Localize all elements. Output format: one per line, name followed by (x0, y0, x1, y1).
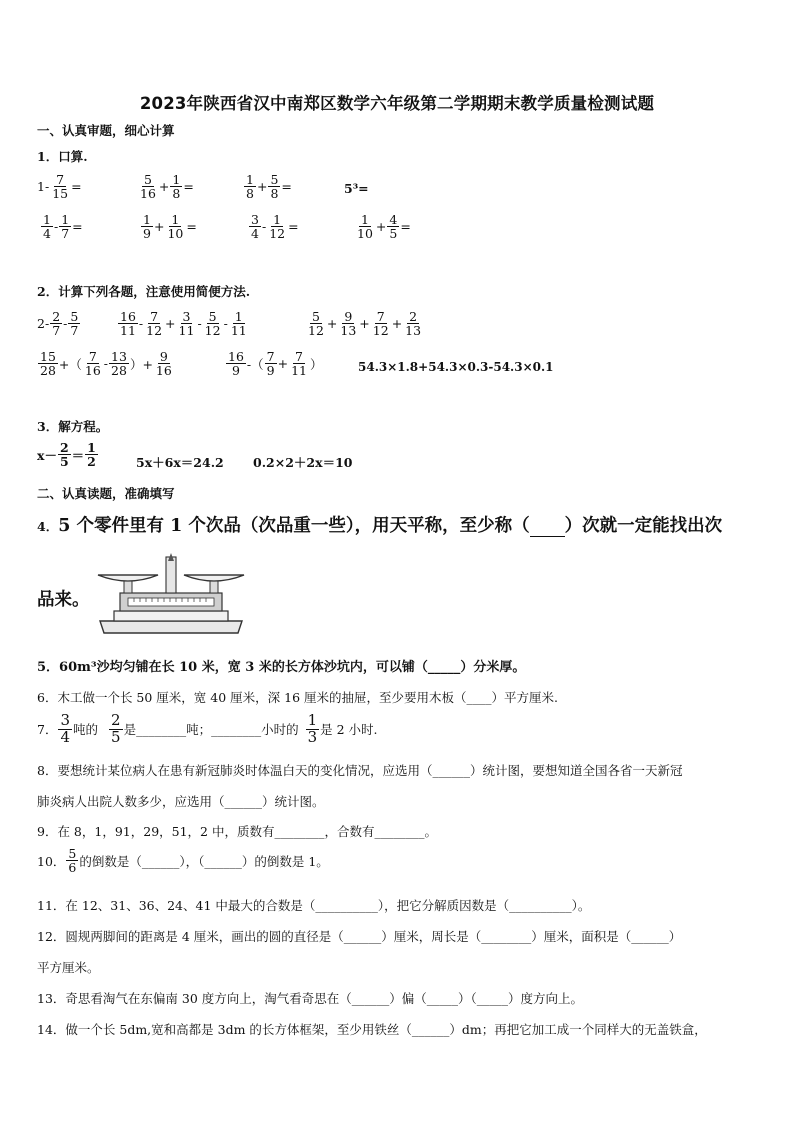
fraction: $\frac{15}{28}$ (40, 349, 56, 379)
fraction: $\frac{2}{5}$ (111, 711, 121, 746)
question-10: 10． $\frac{5}{6}$ 的倒数是（______），（______）的倒数是 1。 (37, 846, 329, 876)
fraction: $\frac{1}{11}$ (230, 309, 247, 339)
balance-scale-image (96, 551, 246, 637)
question-12-line2: 平方厘米。 (37, 960, 100, 975)
question-14: 14．做一个长 5dm,宽和高都是 3dm 的长方体框架，至少用铁丝（______）dm；再把它加工成一个同样大的无盖铁盒， (37, 1022, 707, 1037)
fraction: $\frac{1}{2}$ (87, 440, 96, 470)
question-8-line2: 肺炎病人出院人数多少，应选用（______）统计图。 (37, 794, 325, 809)
fraction: $\frac{5}{16}$ (140, 172, 156, 202)
q3-equation-b: 5x＋6x＝24.2 (136, 455, 224, 470)
question-5: 5．60m³沙均匀铺在长 10 米，宽 3 米的长方体沙坑内，可以铺（_____）分米厚。 (37, 660, 526, 675)
q2-item-c: $\frac{5}{12}$ + $\frac{9}{13}$ + $\frac{7}{12}$ + $\frac{2}{13}$ (308, 309, 422, 339)
fraction: $\frac{5}{12}$ (204, 309, 221, 339)
q2-item-e: $\frac{16}{9}$ -（ $\frac{7}{9}$ + $\frac{7}{11}$ ） (228, 349, 323, 379)
q2-item-a: 2- $\frac{2}{7}$ - $\frac{5}{7}$ (37, 309, 79, 339)
fraction: $\frac{3}{11}$ (178, 309, 195, 339)
question-8-line1: 8．要想统计某位病人在患有新冠肺炎时体温白天的变化情况，应选用（______）统计图，要想知道全国各省一天新冠 (37, 763, 683, 778)
q3-equation-c: 0.2×2＋2x＝10 (253, 455, 353, 470)
question-1-label: 1．口算. (37, 149, 88, 164)
fraction: $\frac{1}{10}$ (167, 212, 184, 242)
q1-item-f: $\frac{1}{9}$ + $\frac{1}{10}$ = (143, 212, 197, 242)
fraction: $\frac{5}{12}$ (308, 309, 324, 339)
q1-item-h: $\frac{1}{10}$ + $\frac{4}{5}$ = (357, 212, 411, 242)
section-heading-2: 二、认真读题，准确填写 (37, 486, 175, 501)
question-4: 4．5 个零件里有 1 个次品（次品重一些），用天平称，至少称（ ）次就一定能找出次 (37, 516, 723, 536)
q1-item-d: 5³= (344, 181, 369, 196)
q1-item-g: $\frac{3}{4}$ - $\frac{1}{12}$ = (251, 212, 299, 242)
fraction: $\frac{5}{8}$ (270, 172, 279, 202)
q2-item-d: $\frac{15}{28}$ +（ $\frac{7}{16}$ - $\frac{13}{28}$ ）+ $\frac{9}{16}$ (40, 349, 172, 379)
fraction: $\frac{2}{5}$ (59, 440, 69, 470)
fraction: $\frac{2}{13}$ (405, 309, 422, 339)
question-4-line2: 品来。 (37, 590, 90, 610)
fraction: $\frac{1}{7}$ (61, 212, 70, 242)
fraction: $\frac{3}{4}$ (251, 212, 259, 242)
fraction: $\frac{7}{12}$ (372, 309, 389, 339)
fraction: $\frac{1}{4}$ (43, 212, 51, 242)
section-heading-1: 一、认真审题，细心计算 (37, 123, 175, 138)
q1-item-a: 1- $\frac{7}{15}$ = (37, 172, 82, 202)
question-7: 7． $\frac{3}{4}$ 吨的 $\frac{2}{5}$ 是________吨；________小时的 $\frac{1}{3}$ 是 2 小时. (37, 711, 378, 746)
q2-item-f: 54.3×1.8+54.3×0.3-54.3×0.1 (358, 360, 554, 374)
fraction: $\frac{9}{16}$ (155, 349, 172, 379)
question-6: 6．木工做一个长 50 厘米，宽 40 厘米，深 16 厘米的抽屉，至少要用木板（____）平方厘米. (37, 690, 558, 705)
question-11: 11．在 12、31、36、24、41 中最大的合数是（__________），把它分解质因数是（__________）。 (37, 898, 591, 913)
q2-item-b: $\frac{16}{11}$ - $\frac{7}{12}$ + $\frac{3}{11}$ - $\frac{5}{12}$ - $\frac{1}{11}$ (120, 309, 247, 339)
fraction: $\frac{3}{4}$ (60, 711, 70, 746)
question-13: 13．奇思看淘气在东偏南 30 度方向上，淘气看奇思在（______）偏（_____）（_____）度方向上。 (37, 991, 584, 1006)
question-12-line1: 12．圆规两脚间的距离是 4 厘米，画出的圆的直径是（______）厘米，周长是（________）厘米，面积是（______） (37, 929, 682, 944)
q1-item-b: $\frac{5}{16}$ + $\frac{1}{8}$ = (140, 172, 194, 202)
question-3-label: 3．解方程。 (37, 419, 109, 434)
fraction: $\frac{1}{9}$ (143, 212, 151, 242)
fraction: $\frac{1}{8}$ (246, 172, 254, 202)
fraction: $\frac{5}{6}$ (68, 846, 77, 876)
fraction: $\frac{16}{9}$ (228, 349, 244, 379)
fraction: $\frac{1}{10}$ (357, 212, 373, 242)
fraction: $\frac{9}{13}$ (340, 309, 357, 339)
fraction: $\frac{1}{12}$ (269, 212, 286, 242)
fraction: $\frac{5}{7}$ (70, 309, 79, 339)
question-9: 9．在 8，1，91，29，51，2 中，质数有________，合数有________。 (37, 824, 437, 839)
fraction: $\frac{16}{11}$ (120, 309, 136, 339)
q1-item-e: $\frac{1}{4}$ - $\frac{1}{7}$ = (43, 212, 83, 242)
q1-item-c: $\frac{1}{8}$ + $\frac{5}{8}$ = (246, 172, 292, 202)
fraction: $\frac{7}{15}$ (52, 172, 69, 202)
fraction: $\frac{7}{16}$ (84, 349, 101, 379)
fraction: $\frac{4}{5}$ (389, 212, 398, 242)
question-2-label: 2．计算下列各题，注意使用简便方法. (37, 284, 251, 299)
fraction: $\frac{7}{9}$ (266, 349, 275, 379)
fraction: $\frac{1}{3}$ (307, 711, 318, 746)
fraction: $\frac{1}{8}$ (172, 172, 181, 202)
fraction: $\frac{13}{28}$ (111, 349, 127, 379)
q3-equation-a: x－ $\frac{2}{5}$ ＝ $\frac{1}{2}$ (37, 440, 96, 470)
page-title: 2023年陕西省汉中南郑区数学六年级第二学期期末教学质量检测试题 (139, 94, 655, 113)
fraction: $\frac{7}{12}$ (146, 309, 163, 339)
fraction: $\frac{2}{7}$ (52, 309, 61, 339)
fraction: $\frac{7}{11}$ (291, 349, 307, 379)
